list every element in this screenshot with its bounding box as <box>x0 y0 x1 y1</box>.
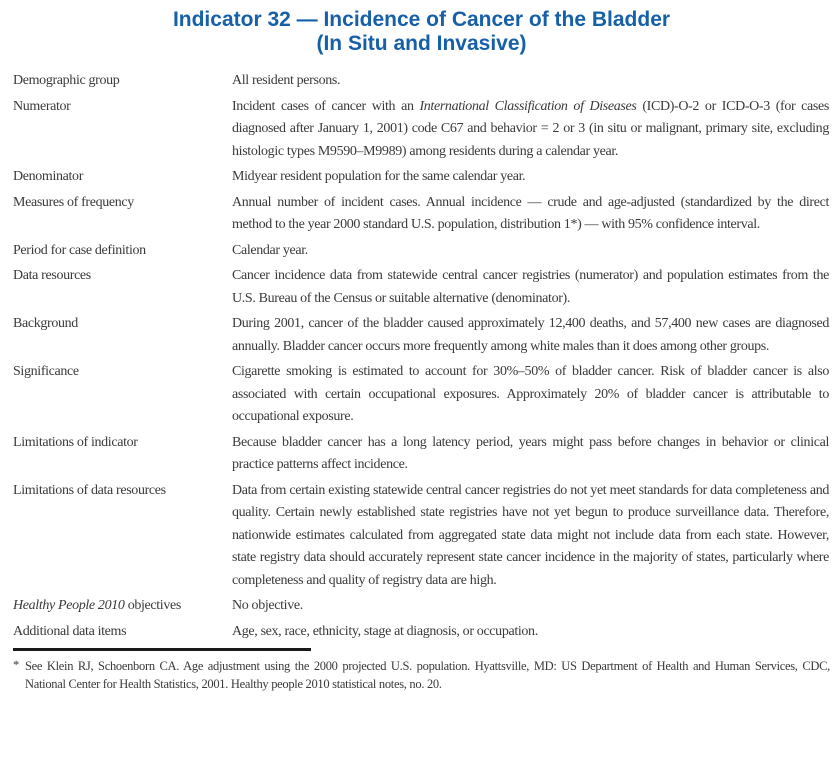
row-term-label <box>13 432 232 477</box>
definition-row <box>13 192 830 237</box>
text-run: Measures of frequency <box>13 194 134 210</box>
row-definition-text <box>232 240 830 263</box>
row-term-label <box>13 621 232 644</box>
row-term-label <box>13 265 232 310</box>
page-title-line2: (In Situ and Invasive) <box>316 32 527 55</box>
row-term-label <box>13 480 232 593</box>
row-definition-text <box>232 621 830 644</box>
definition-row <box>13 621 830 644</box>
text-run: Period for case definition <box>13 242 146 258</box>
text-run: All resident persons. <box>232 73 341 88</box>
row-term-label <box>13 595 232 618</box>
footnote-marker: * <box>13 658 19 672</box>
text-run: Limitations of indicator <box>13 434 138 450</box>
row-term-label <box>13 96 232 164</box>
row-definition-text <box>232 70 830 93</box>
row-definition-text <box>232 361 830 429</box>
text-run: Cancer incidence data from statewide central cancer registries (numerator) and population estimates from the U.S. Bureau of the Census or suitable alternative (denominator). <box>232 268 829 306</box>
row-definition-text <box>232 432 830 477</box>
definition-row <box>13 313 830 358</box>
definition-row <box>13 595 830 618</box>
definition-row <box>13 432 830 477</box>
text-run: Age, sex, race, ethnicity, stage at diagnosis, or occupation. <box>232 623 538 639</box>
definition-row <box>13 96 830 164</box>
row-definition-text <box>232 313 830 358</box>
italic-text-run: Healthy People 2010 <box>13 598 125 613</box>
row-definition-text <box>232 480 830 593</box>
row-definition-text <box>232 192 830 237</box>
footnote-separator-rule <box>13 648 311 651</box>
row-definition-text <box>232 595 830 618</box>
text-run: Calendar year. <box>232 242 308 258</box>
row-term-label <box>13 313 232 358</box>
text-run: Cigarette smoking is estimated to account for 30%–50% of bladder cancer. Risk of bladder cancer is also associated with certain occupational exposures. Approximately 20% of bladder cancer is attributable to occupational exposure. <box>232 364 829 424</box>
page-title <box>13 8 830 56</box>
row-term-label <box>13 240 232 263</box>
text-run: Denominator <box>13 169 84 184</box>
row-term-label <box>13 166 232 189</box>
definition-row <box>13 265 830 310</box>
text-run: No objective. <box>232 598 303 613</box>
row-term-label <box>13 361 232 429</box>
text-run: Significance <box>13 364 79 379</box>
text-run: Limitations of data resources <box>13 482 166 498</box>
definition-row <box>13 70 830 93</box>
text-run: Because bladder cancer has a long latency period, years might pass before changes in behavior or clinical practice patterns affect incidence. <box>232 434 829 472</box>
row-term-label <box>13 70 232 93</box>
text-run: Data from certain existing statewide central cancer registries do not yet meet standards for data completeness and quality. Certain newly established state registries have not yet begun to produce surveillance data. Therefore, nationwide estimates calculated from aggregated state data might not include data from each state. However, state registry data should accurately represent state cancer incidence in the majority of states, particularly where completeness and quality of registry data are high. <box>232 482 829 588</box>
text-run: Data resources <box>13 268 91 283</box>
text-run: Numerator <box>13 98 71 114</box>
text-run: (ICD)-O-2 or ICD-O-3 (for cases diagnosed after January 1, 2001) code C67 and behavior = 2 or 3 (in situ or malignant, primary site, excluding histologic types M9590–M9989) among residents during a calendar year. <box>232 98 829 159</box>
text-run: Incident cases of cancer with an <box>232 98 420 114</box>
text-run: During 2001, cancer of the bladder caused approximately 12,400 deaths, and 57,400 new cases are diagnosed annually. Bladder cancer occurs more frequently among white males than it does among other groups. <box>232 316 829 354</box>
row-definition-text <box>232 166 830 189</box>
text-run: Midyear resident population for the same calendar year. <box>232 169 526 184</box>
footnote <box>13 657 830 693</box>
page-title-line1: Indicator 32 — Incidence of Cancer of the Bladder <box>172 8 671 31</box>
text-run: Demographic group <box>13 73 120 88</box>
definition-row <box>13 240 830 263</box>
row-definition-text <box>232 265 830 310</box>
definition-row <box>13 480 830 593</box>
text-run: Additional data items <box>13 623 127 639</box>
text-run: Annual number of incident cases. Annual incidence — crude and age-adjusted (standardized by the direct method to the year 2000 standard U.S. population, distribution 1*) — with 95% confidence interval. <box>232 194 829 232</box>
definition-row <box>13 166 830 189</box>
footnote-text: See Klein RJ, Schoenborn CA. Age adjustment using the 2000 projected U.S. population. Hyattsville, MD: US Department of Health and Human Services, CDC, National Center for Health Statistics, 2001. Healthy people 2010 statistical notes, no. 20. <box>25 659 830 691</box>
italic-text-run: International Classification of Diseases <box>419 98 637 114</box>
definition-row <box>13 361 830 429</box>
row-term-label <box>13 192 232 237</box>
indicator-definition-table <box>13 70 830 643</box>
text-run: Background <box>13 316 78 331</box>
row-definition-text <box>232 96 830 164</box>
text-run: objectives <box>124 598 181 613</box>
